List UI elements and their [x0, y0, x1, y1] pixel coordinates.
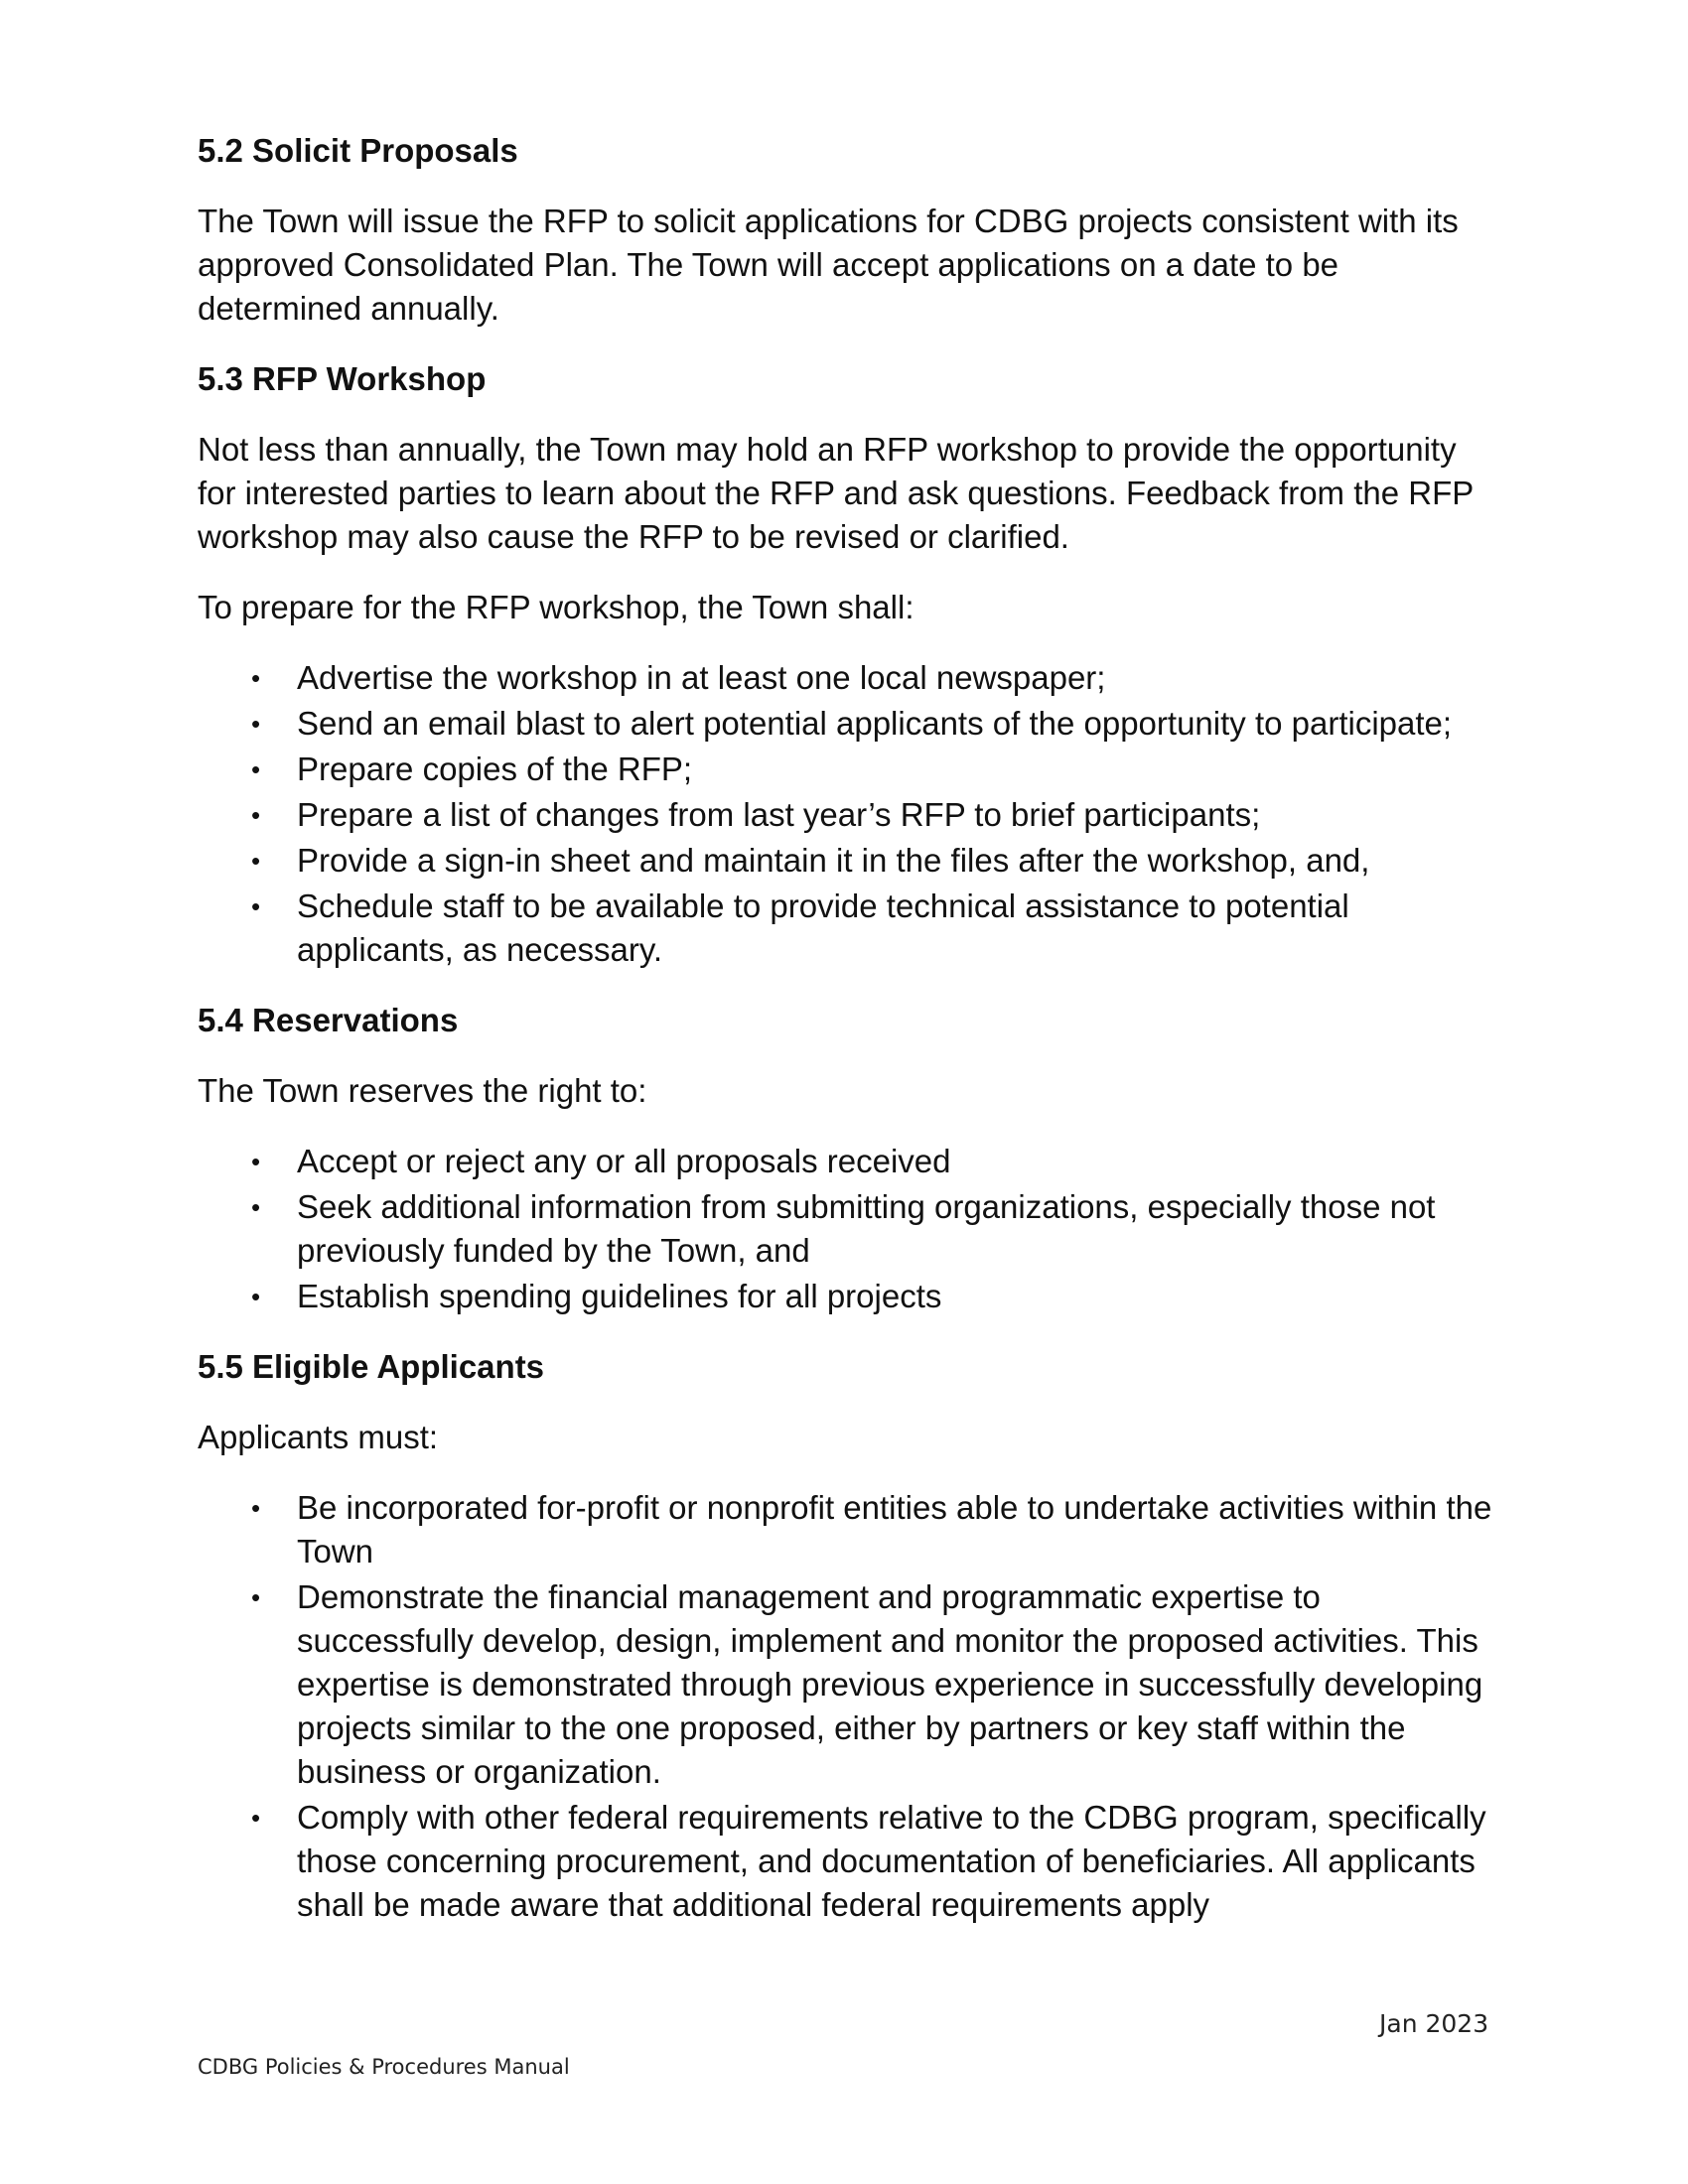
bullet-list — [198, 656, 1498, 972]
footer-title: CDBG Policies & Procedures Manual — [198, 2055, 570, 2079]
list-item-text: Schedule staff to be available to provide technical assistance to potential applicants, as necessary. — [297, 887, 1349, 968]
list-item — [198, 885, 1498, 972]
paragraph: To prepare for the RFP workshop, the Town shall: — [198, 589, 914, 625]
paragraph: Not less than annually, the Town may hold an RFP workshop to provide the opportunity for interested parties to learn about the RFP and ask questions. Feedback from the RFP workshop may also cause the RFP to be revised or clarified. — [198, 431, 1474, 555]
bullet-icon: • — [251, 891, 261, 921]
list-item — [198, 1575, 1498, 1794]
list-item-text: Be incorporated for-profit or nonprofit entities able to undertake activities within the Town — [297, 1489, 1492, 1570]
bullet-list — [198, 1486, 1498, 1927]
bullet-icon: • — [251, 663, 261, 693]
list-item-text: Establish spending guidelines for all projects — [297, 1278, 942, 1314]
list-item — [198, 1275, 1498, 1318]
bullet-icon: • — [251, 1147, 261, 1176]
list-item — [198, 656, 1498, 700]
list-item-text: Accept or reject any or all proposals received — [297, 1143, 951, 1179]
list-item — [198, 748, 1498, 791]
bullet-icon: • — [251, 1192, 261, 1222]
list-item — [198, 839, 1498, 883]
footer-date: Jan 2023 — [1379, 2009, 1489, 2038]
list-item-text: Prepare a list of changes from last year’s RFP to brief participants; — [297, 796, 1261, 833]
bullet-icon: • — [251, 1282, 261, 1311]
list-item-text: Demonstrate the financial management and programmatic expertise to successfully develop, design, implement and monitor the proposed activities. This expertise is demonstrated through previous experience in successfully developing projects similar to the one proposed, either by partners or key staff within the business or organization. — [297, 1578, 1483, 1790]
section-heading: 5.2 Solicit Proposals — [198, 132, 518, 169]
bullet-icon: • — [251, 709, 261, 739]
section-heading: 5.3 RFP Workshop — [198, 360, 487, 397]
list-item-text: Comply with other federal requirements relative to the CDBG program, specifically those concerning procurement, and documentation of beneficiaries. All applicants shall be made aware that additional federal requirements apply — [297, 1799, 1486, 1923]
list-item — [198, 702, 1498, 746]
list-item — [198, 1140, 1498, 1183]
bullet-list — [198, 1140, 1498, 1318]
bullet-icon: • — [251, 800, 261, 830]
list-item-text: Prepare copies of the RFP; — [297, 751, 693, 787]
paragraph: Applicants must: — [198, 1419, 439, 1455]
paragraph: The Town reserves the right to: — [198, 1072, 647, 1109]
bullet-icon: • — [251, 1493, 261, 1523]
section-heading: 5.5 Eligible Applicants — [198, 1348, 545, 1385]
list-item-text: Send an email blast to alert potential applicants of the opportunity to participate; — [297, 705, 1453, 742]
list-item — [198, 1486, 1498, 1573]
bullet-icon: • — [251, 1582, 261, 1612]
bullet-icon: • — [251, 1803, 261, 1833]
bullet-icon: • — [251, 754, 261, 784]
list-item — [198, 793, 1498, 837]
paragraph: The Town will issue the RFP to solicit applications for CDBG projects consistent with its approved Consolidated Plan. The Town will accept applications on a date to be determined annually. — [198, 203, 1459, 327]
list-item — [198, 1185, 1498, 1273]
list-item-text: Provide a sign-in sheet and maintain it in the files after the workshop, and, — [297, 842, 1370, 879]
list-item-text: Seek additional information from submitting organizations, especially those not previously funded by the Town, and — [297, 1188, 1436, 1269]
section-heading: 5.4 Reservations — [198, 1002, 459, 1038]
list-item-text: Advertise the workshop in at least one local newspaper; — [297, 659, 1106, 696]
page-content — [198, 129, 1498, 1954]
bullet-icon: • — [251, 846, 261, 876]
list-item — [198, 1796, 1498, 1927]
